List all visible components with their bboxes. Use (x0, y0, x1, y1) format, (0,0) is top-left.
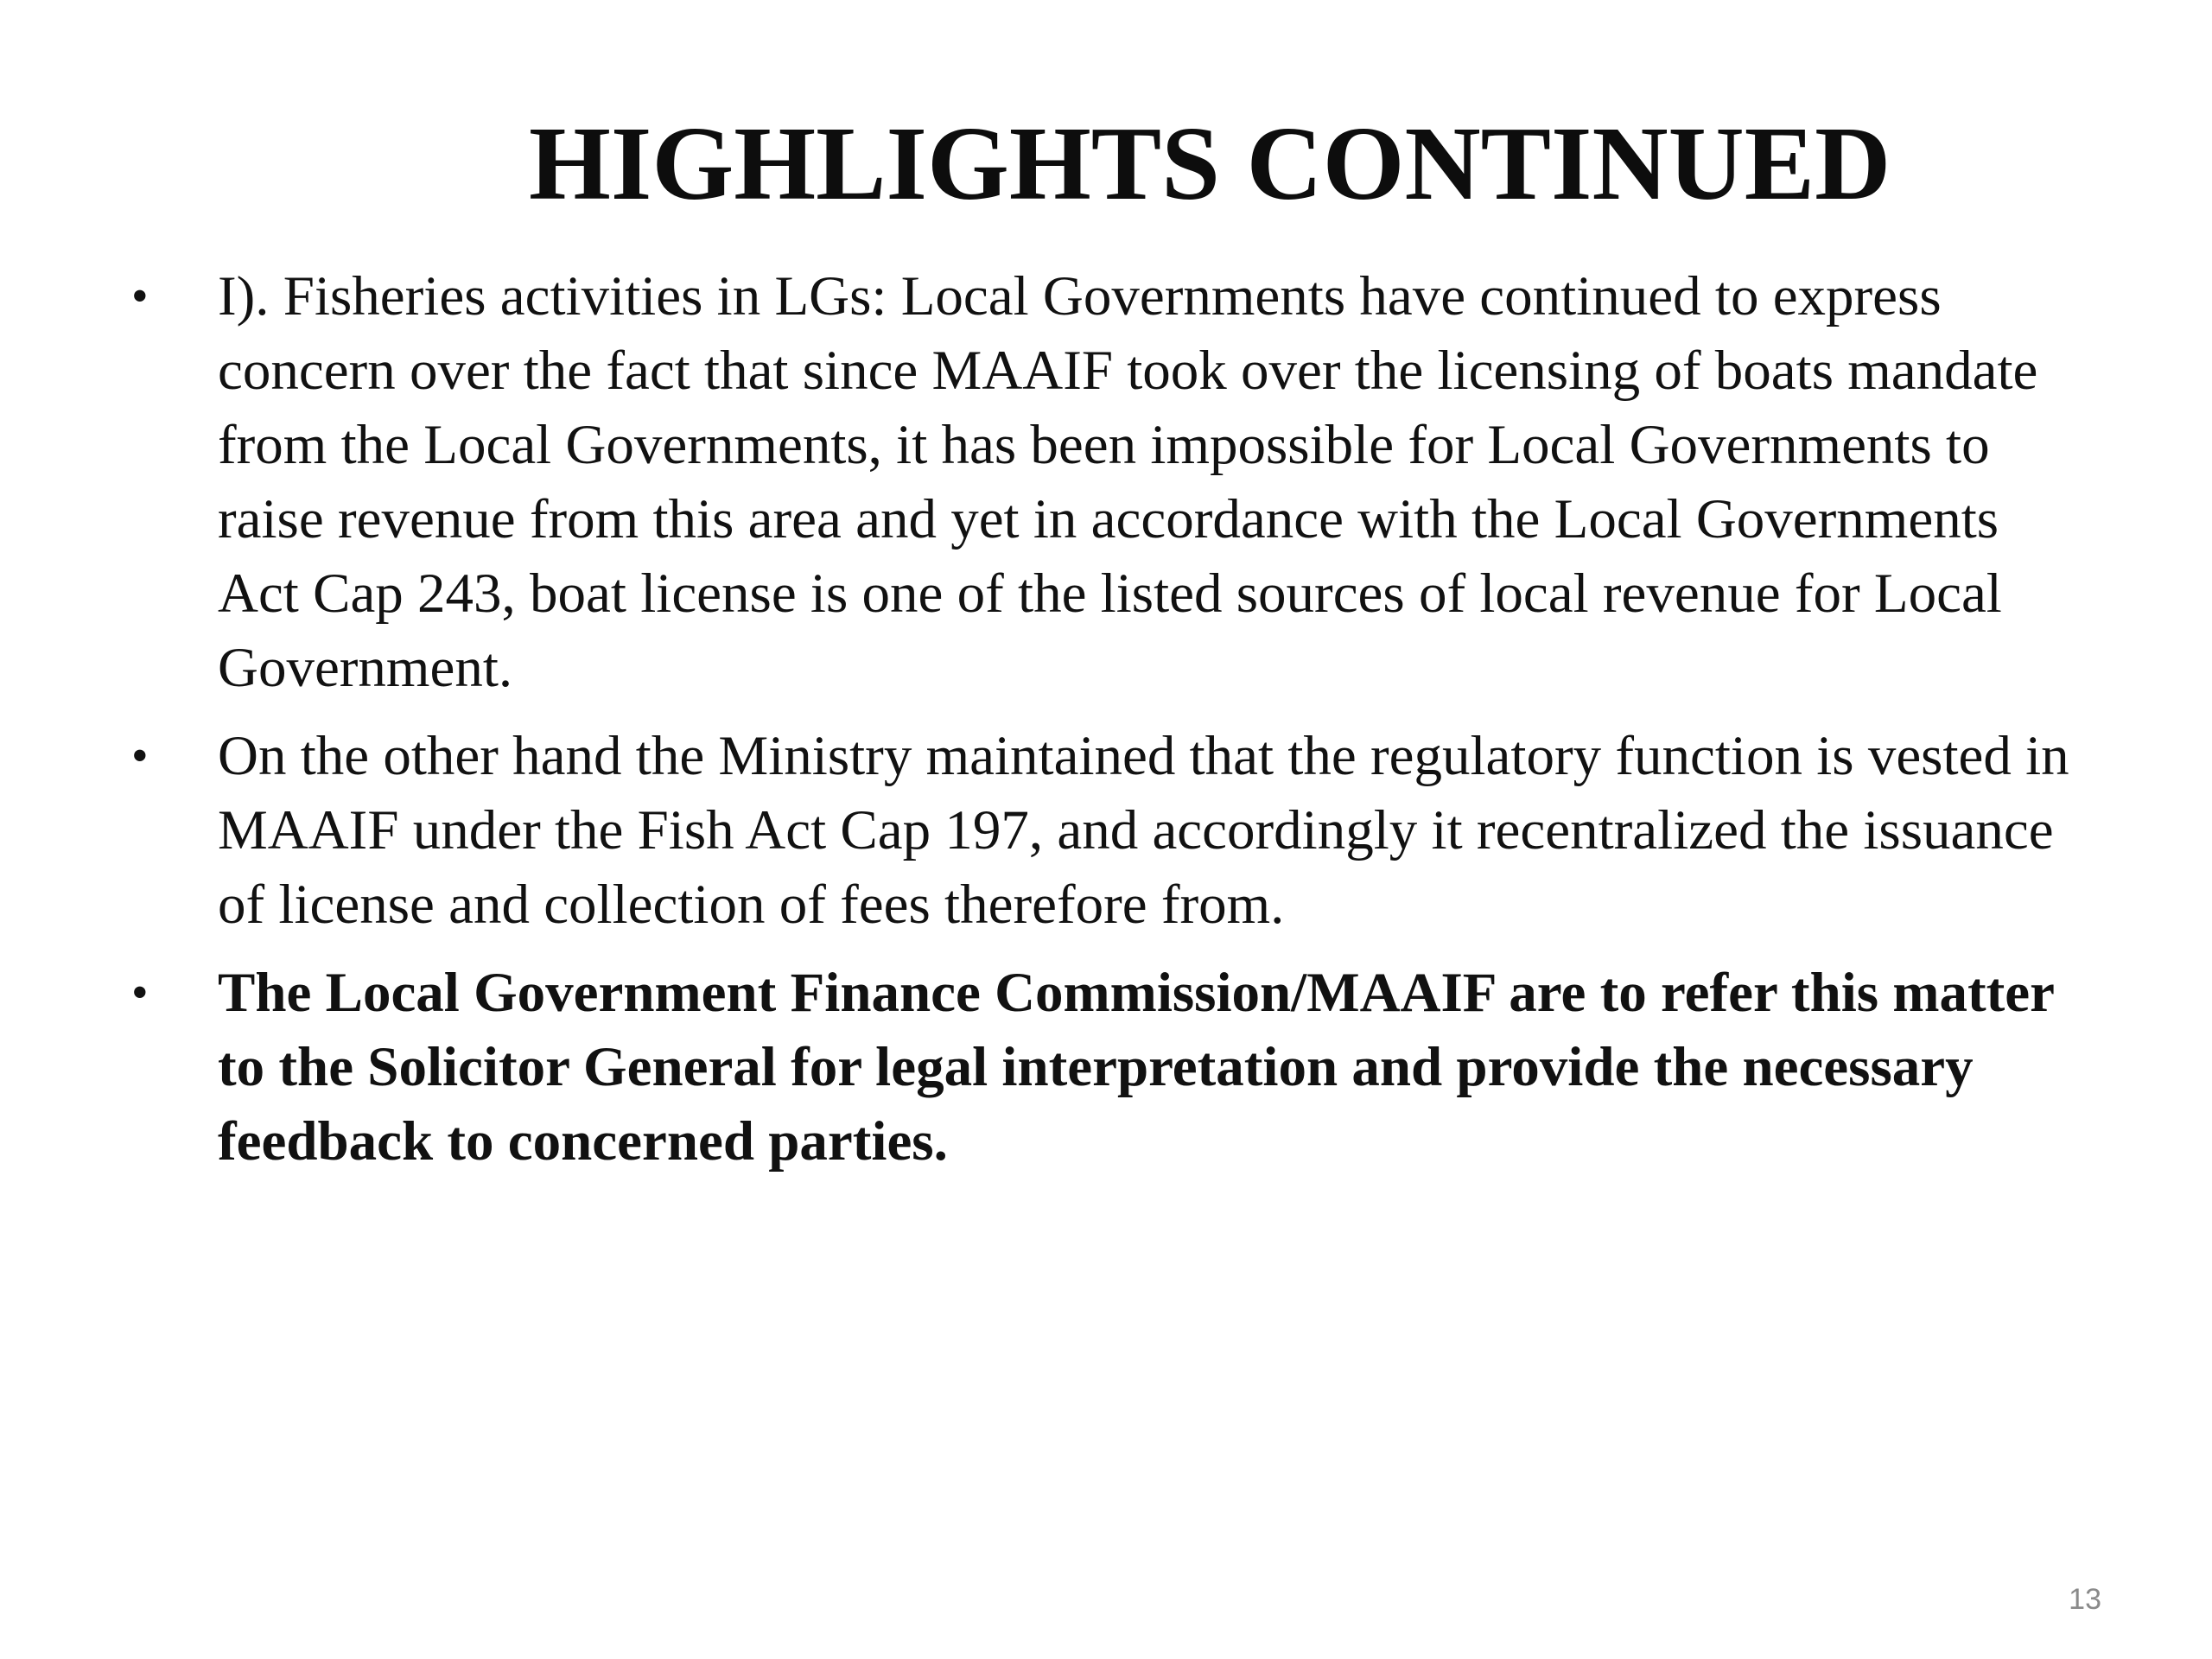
bullet-icon: • (131, 270, 149, 323)
bullet-text: On the other hand the Ministry maintained that the regulatory function is vested in MAAIF under the Fish Act Cap 197, and accordingly it recentralized the issuance of license and collection of fees therefore from. (218, 725, 2069, 936)
bullet-item-resolution (0, 956, 2084, 1179)
bullet-item-ministry-position (0, 719, 2084, 942)
bullet-text: The Local Government Finance Commission/MAAIF are to refer this matter to the Solicitor General for legal interpretation and provide the necessary feedback to concerned parties. (218, 962, 2054, 1173)
slide-title: HIGHLIGHTS CONTINUED (529, 105, 1891, 222)
bullet-text: I). Fisheries activities in LGs: Local Governments have continued to express concern over the fact that since MAAIF took over the licensing of boats mandate from the Local Governments, it has been impossible for Local Governments to raise revenue from this area and yet in accordance with the Local Governments Act Cap 243, boat license is one of the listed sources of local revenue for Local Government. (218, 265, 2038, 699)
bullet-icon: • (131, 966, 149, 1020)
slide-number: 13 (2069, 1583, 2101, 1616)
bullet-icon: • (131, 729, 149, 783)
bullet-list (0, 259, 2084, 1192)
bullet-item-fisheries-activities (0, 259, 2084, 705)
